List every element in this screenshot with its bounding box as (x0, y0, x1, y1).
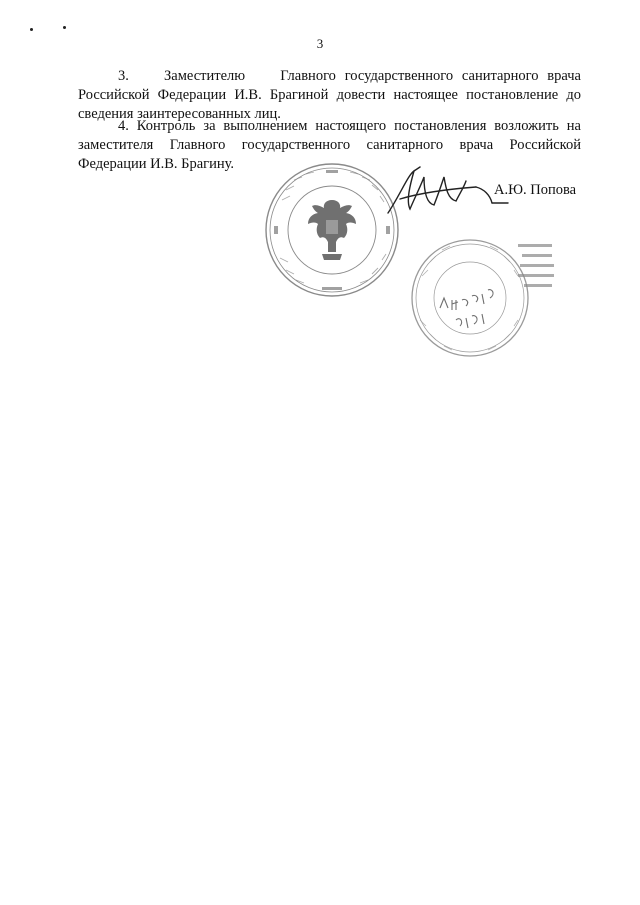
page-number: 3 (316, 36, 324, 51)
signatory-name: А.Ю. Попова (494, 182, 577, 198)
signature-icon (380, 165, 510, 225)
paragraph-4: 4. Контроль за выполнением настоящего постановления возложить на заместителя Главного государственного санитарного врача Российской Федерации И.В. Брагину. (78, 118, 581, 172)
department-stamp-icon (400, 236, 570, 366)
paragraph-3: 3. Заместителю Главного государственного санитарного врача Российской Федерации И.В. Брагиной довести настоящее постановление до сведения заинтересованных лиц. (78, 68, 581, 122)
scan-speck (63, 26, 66, 29)
scan-speck (30, 28, 33, 31)
